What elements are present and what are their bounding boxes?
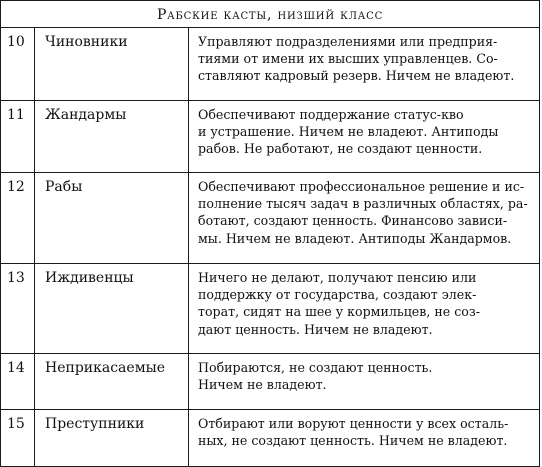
caste-description [189, 101, 540, 173]
caste-name: Рабы [35, 173, 189, 264]
table-row [1, 354, 540, 410]
caste-name: Неприкасаемые [35, 354, 189, 410]
description-line: ставляют кадровый резерв. Ничем не владеют. [198, 68, 515, 84]
caste-description [189, 410, 540, 467]
description-line: и устрашение. Ничем не владеют. Антиподы [198, 124, 499, 140]
table-row [1, 173, 540, 264]
description-line: Обеспечивают поддержание статус-кво [198, 107, 464, 122]
table-row [1, 410, 540, 467]
description-line: Обеспечивают профессиональное решение и ис- [198, 179, 525, 194]
description-line: дают ценность. Ничем не владеют. [198, 321, 433, 337]
row-number: 15 [1, 410, 35, 467]
table-title-row [1, 1, 540, 28]
description-line: рабов. Не работают, не создают ценности. [198, 141, 483, 157]
table-row [1, 264, 540, 354]
description-line: тиями от имени их высших управленцев. Со- [198, 51, 498, 67]
caste-description [189, 264, 540, 354]
caste-description [189, 354, 540, 410]
row-number: 13 [1, 264, 35, 354]
description-line: ных, не создают ценность. Ничем не владеют. [198, 433, 508, 449]
table-title-cell [1, 1, 540, 28]
description-line: Управляют подразделениями или предприя- [198, 34, 498, 49]
description-line: Побираются, не создают ценность. [198, 360, 433, 375]
caste-description [189, 28, 540, 101]
caste-name: Чиновники [35, 28, 189, 101]
caste-name: Иждивенцы [35, 264, 189, 354]
table-row [1, 101, 540, 173]
row-number: 12 [1, 173, 35, 264]
description-line: торат, сидят на шее у кормильцев, не соз- [198, 304, 480, 320]
description-line: Отбирают или воруют ценности у всех осталь- [198, 416, 509, 431]
description-line: мы. Ничем не владеют. Антиподы Жандармов. [198, 230, 512, 246]
caste-name: Жандармы [35, 101, 189, 173]
description-line: Ничего не делают, получают пенсию или [198, 270, 477, 285]
caste-description [189, 173, 540, 264]
description-line: ботают, создают ценность. Финансово зависи- [198, 213, 508, 229]
row-number: 11 [1, 101, 35, 173]
description-line: поддержку от государства, создают элек- [198, 287, 477, 303]
caste-name: Преступники [35, 410, 189, 467]
row-number: 10 [1, 28, 35, 101]
description-line: полнение тысяч задач в различных областях, ра- [198, 196, 528, 212]
table-row [1, 28, 540, 101]
description-line: Ничем не владеют. [198, 377, 327, 393]
table-title: Рабские касты, низший класс [156, 7, 384, 23]
row-number: 14 [1, 354, 35, 410]
